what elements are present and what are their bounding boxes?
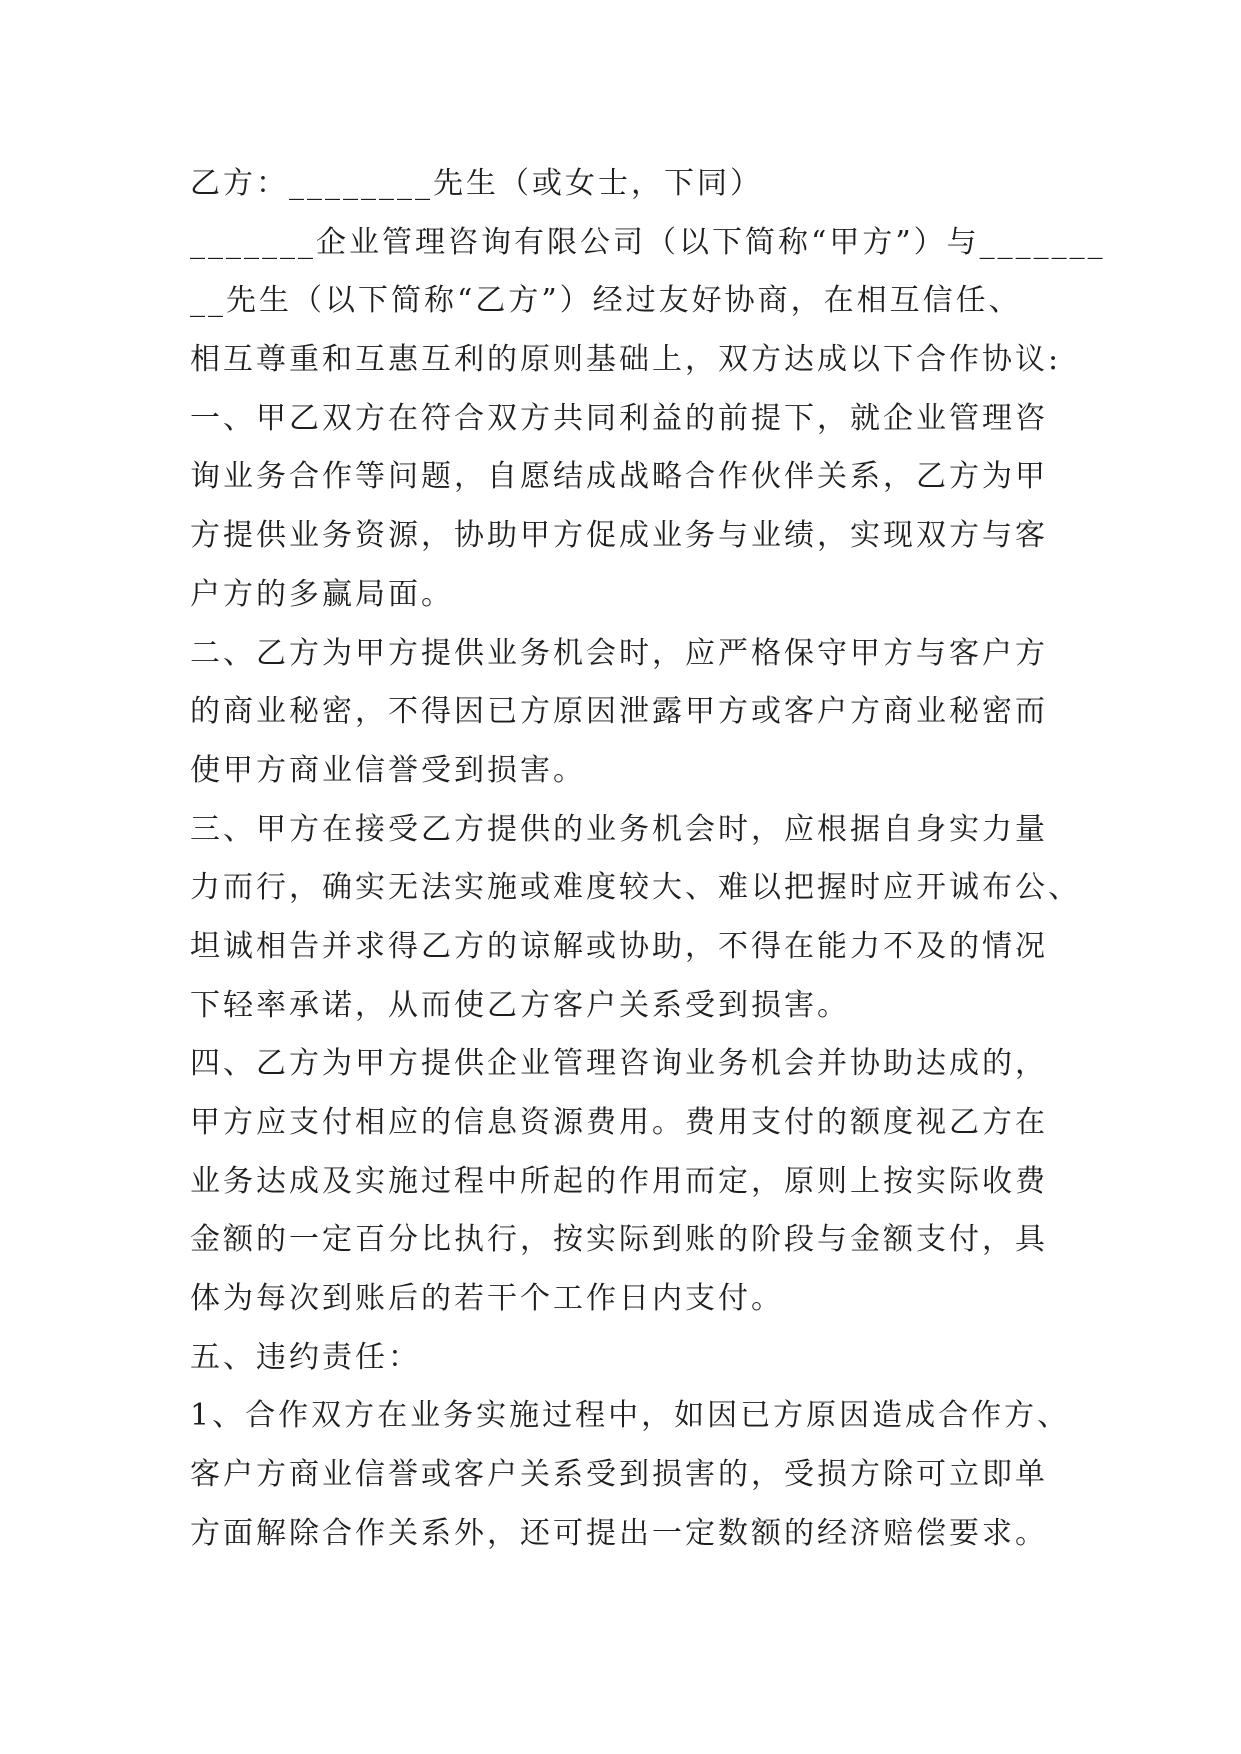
clause-5-heading: 五、违约责任： — [190, 1339, 421, 1375]
intro-line-2: __先生（以下简称“乙方”）经过友好协商，在相互信任、 — [190, 283, 1022, 319]
clause-4-line-4: 金额的一定百分比执行，按实际到账的阶段与金额支付，具 — [190, 1222, 1048, 1258]
clause-4-line-1: 四、乙方为甲方提供企业管理咨询业务机会并协助达成的， — [190, 1046, 1048, 1082]
clause-1-line-2: 询业务合作等问题，自愿结成战略合作伙伴关系，乙方为甲 — [190, 459, 1048, 495]
party-b-line: 乙方：________先生（或女士，下同） — [190, 166, 763, 201]
clause-4-line-2: 甲方应支付相应的信息资源费用。费用支付的额度视乙方在 — [190, 1105, 1048, 1140]
intro-line-1: _______企业管理咨询有限公司（以下简称“甲方”）与_______ — [190, 224, 1106, 260]
clause-1-line-3: 方提供业务资源，协助甲方促成业务与业绩，实现双方与客 — [190, 518, 1048, 554]
clause-1-line-1: 一、甲乙双方在符合双方共同利益的前提下，就企业管理咨 — [190, 400, 1048, 436]
clause-3-line-4: 下轻率承诺，从而使乙方客户关系受到损害。 — [190, 987, 850, 1023]
clause-5-item-1-line-3: 方面解除合作关系外，还可提出一定数额的经济赔偿要求。 — [190, 1515, 1048, 1551]
clause-2-line-3: 使甲方商业信誉受到损害。 — [190, 752, 586, 788]
clause-5-item-1-line-2: 客户方商业信誉或客户关系受到损害的，受损方除可立即单 — [190, 1457, 1048, 1493]
intro-line-3: 相互尊重和互惠互利的原则基础上，双方达成以下合作协议: — [190, 342, 1062, 378]
clause-4-line-3: 业务达成及实施过程中所起的作用而定，原则上按实际收费 — [190, 1163, 1048, 1199]
clause-3-line-2: 力而行，确实无法实施或难度较大、难以把握时应开诚布公、 — [190, 870, 1081, 906]
document-body — [190, 155, 1150, 1564]
clause-2-line-2: 的商业秘密，不得因已方原因泄露甲方或客户方商业秘密而 — [190, 694, 1048, 730]
clause-3-line-3: 坦诚相告并求得乙方的谅解或协助，不得在能力不及的情况 — [190, 928, 1048, 964]
clause-5-item-1-line-1: 1、合作双方在业务实施过程中，如因已方原因造成合作方、 — [190, 1398, 1071, 1434]
clause-3-line-1: 三、甲方在接受乙方提供的业务机会时，应根据自身实力量 — [190, 811, 1048, 847]
clause-1-line-4: 户方的多赢局面。 — [190, 576, 454, 612]
clause-4-line-5: 体为每次到账后的若干个工作日内支付。 — [190, 1281, 784, 1317]
clause-2-line-1: 二、乙方为甲方提供业务机会时，应严格保守甲方与客户方 — [190, 635, 1048, 671]
